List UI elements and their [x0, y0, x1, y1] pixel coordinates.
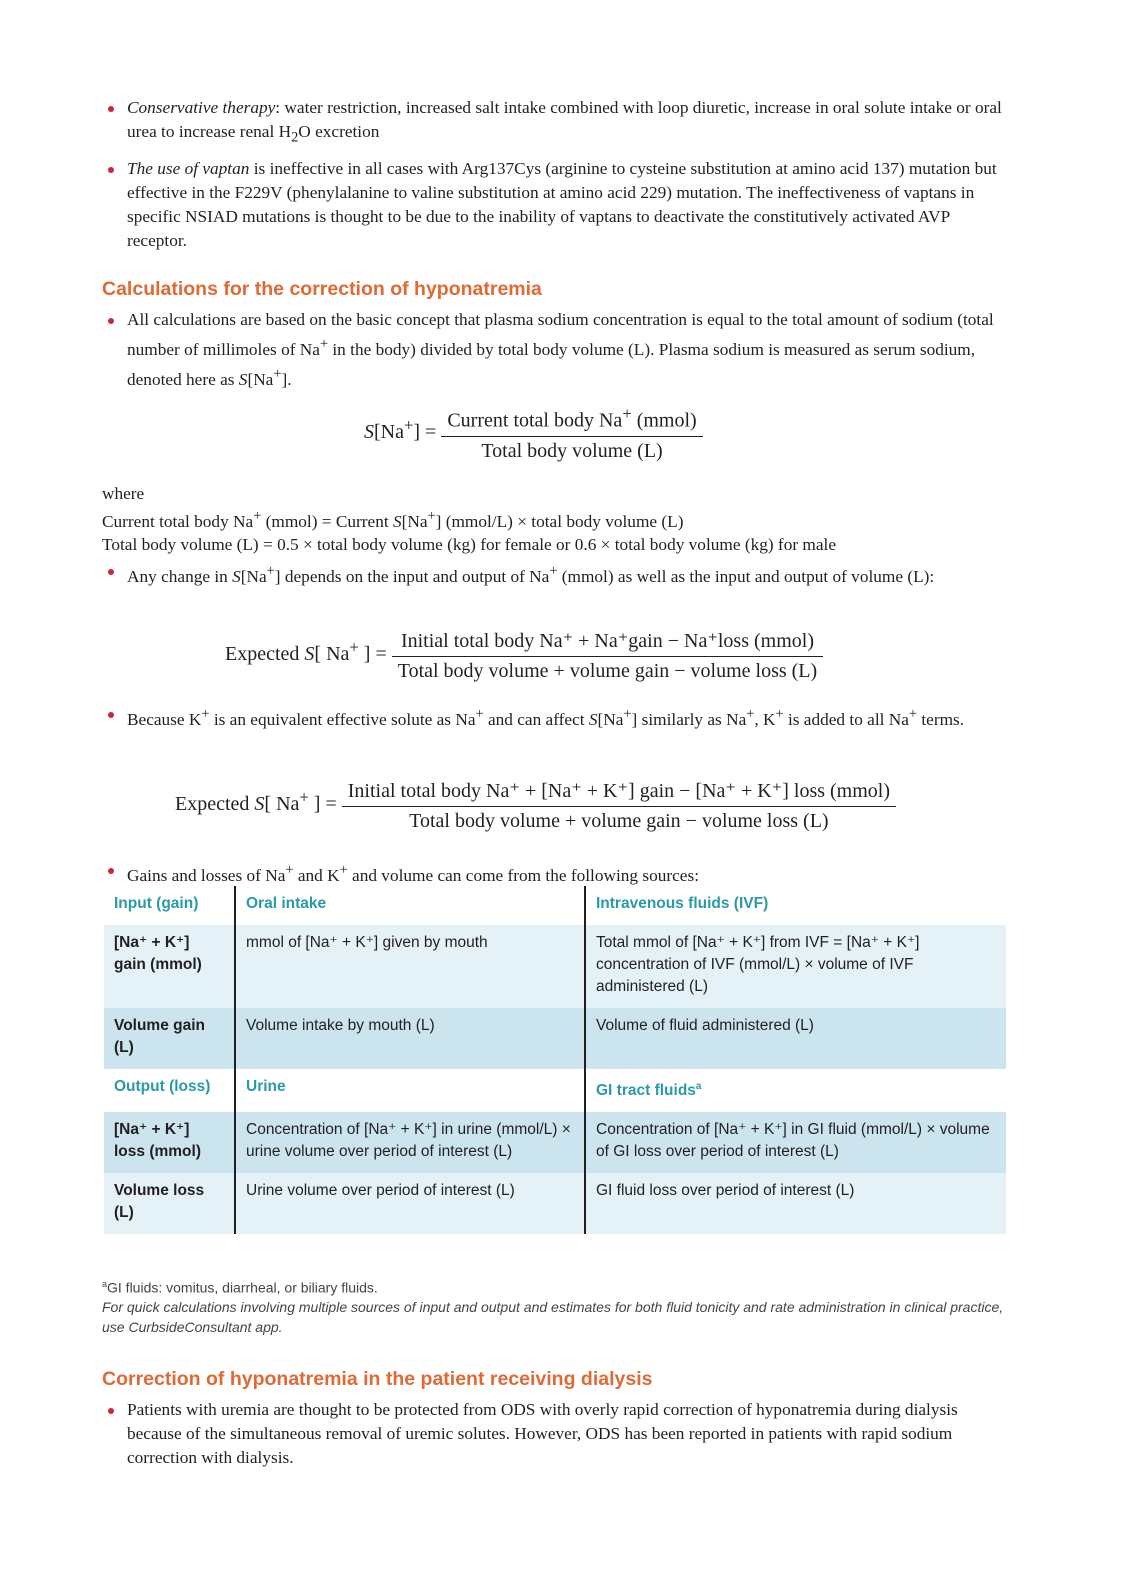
table-cell: Total mmol of [Na⁺ + K⁺] from IVF = [Na⁺ + K⁺] concentration of IVF (mmol/L) × volume of IVF administered (L) [585, 925, 1006, 1008]
bullet-text: All calculations are based on the basic concept that plasma sodium concentration is equal to the total amount of sodium (total number of millimoles of Na [127, 310, 994, 359]
table-cell: [Na⁺ + K⁺] loss (mmol) [104, 1112, 235, 1173]
bullet-text: in the body) divided by total body volume (L). Plasma sodium is measured as serum sodium, denoted here as [127, 339, 976, 389]
table-row [104, 1173, 1006, 1234]
bullet-dot-icon [108, 868, 114, 874]
calc-bullet-list-2 [102, 559, 1007, 589]
where-definitions [102, 482, 1007, 556]
table-cell: Urine [235, 1069, 585, 1112]
table-row [104, 1112, 1006, 1173]
dialysis-bullet-list [102, 1398, 1007, 1470]
bullet-dot-icon [108, 712, 114, 718]
table-row-output-header [104, 1069, 1006, 1112]
italic-term: The use of vaptan [127, 159, 250, 179]
table-cell: [Na⁺ + K⁺] gain (mmol) [104, 925, 235, 1008]
formula-expected-sodium-with-potassium [175, 778, 896, 833]
table-cell: Urine volume over period of interest (L) [235, 1173, 585, 1234]
definition-current-total-body-na: Current total body Na+ (mmol) = Current S[Na+] (mmol/L) × total body volume (L) [102, 508, 684, 531]
bullet-text: O excretion [298, 122, 380, 141]
formula-lhs: Expected S[ Na+ ] = [175, 787, 337, 816]
bullet-basic-concept [102, 308, 1007, 392]
bullet-dot-icon [108, 106, 114, 112]
curbside-note: For quick calculations involving multiple sources of input and output and estimates for both fluid tonicity and rate administration in clinical practice, use CurbsideConsultant app. [102, 1299, 1004, 1335]
formula-denominator: Total body volume + volume gain − volume loss (L) [409, 810, 829, 832]
table-row [104, 925, 1006, 1008]
calc-bullet-list-1 [102, 308, 1007, 392]
formula-serum-sodium [364, 404, 703, 463]
bracket-close: ] [281, 369, 288, 389]
where-label: where [102, 484, 145, 503]
formula-expected-sodium [225, 628, 823, 683]
bracket-text: [Na [247, 369, 274, 389]
bullet-dot-icon [108, 318, 114, 324]
section-heading-dialysis: Correction of hyponatremia in the patient receiving dialysis [102, 1368, 653, 1390]
sources-table [104, 886, 1006, 1234]
table-cell: GI fluid loss over period of interest (L) [585, 1173, 1006, 1234]
formula-lhs: Expected S[ Na+ ] = [225, 637, 387, 666]
section-heading-calculations: Calculations for the correction of hyponatremia [102, 278, 542, 300]
table-row [104, 1008, 1006, 1069]
bullet-dot-icon [108, 167, 114, 173]
subscript: 2 [291, 129, 299, 146]
bullet-any-change: Any change in S[Na+] depends on the input and output of Na+ (mmol) as well as the input and output of volume (L): [102, 559, 1007, 589]
calc-bullet-list-3 [102, 702, 1007, 732]
calc-bullet-list-4 [102, 858, 1007, 888]
table-cell: Volume loss (L) [104, 1173, 235, 1234]
formula-denominator: Total body volume (L) [481, 439, 663, 462]
formula-numerator: Initial total body Na⁺ + [Na⁺ + K⁺] gain − [Na⁺ + K⁺] loss (mmol) [342, 778, 896, 807]
bullet-text: : water restriction, increased salt intake combined with loop diuretic, increase in oral solute intake or oral urea to increase renal H [127, 98, 1002, 141]
superscript: + [319, 336, 329, 352]
bullet-text: is ineffective in all cases with Arg137Cys (arginine to cysteine substitution at amino acid 137) mutation but effective in the F229V (phenylalanine to valine substitution at amino acid 229) mutation. The ineffectiveness of vaptans in specific NSIAD mutations is thought to be due to the inability of vaptans to deactivate the constitutively activated AVP receptor. [127, 159, 997, 251]
table-cell: Volume intake by mouth (L) [235, 1008, 585, 1069]
table-footnote: $^a$GI fluids: vomitus, diarrheal, or biliary fluids. [102, 1279, 378, 1296]
formula-lhs: S[Na+] = [364, 415, 437, 443]
table-cell: Concentration of [Na⁺ + K⁺] in urine (mmol/L) × urine volume over period of interest (L) [235, 1112, 585, 1173]
table-cell: Input (gain) [104, 886, 235, 925]
italic-term: Conservative therapy [127, 98, 276, 117]
table-cell: Output (loss) [104, 1069, 235, 1112]
table-row-input-header [104, 886, 1006, 925]
bullet-potassium: Because K+ is an equivalent effective solute as Na+ and can affect S[Na+] similarly as Na+, K+ is added to all Na+ terms. [102, 702, 1007, 732]
formula-fraction [342, 778, 896, 833]
superscript: + [273, 365, 282, 382]
bullet-uremia [102, 1398, 1007, 1470]
bullet-gains-losses: Gains and losses of Na+ and K+ and volume can come from the following sources: [102, 858, 1007, 888]
bullet-text: . [287, 369, 292, 389]
formula-denominator: Total body volume + volume gain − volume loss (L) [397, 660, 818, 682]
bullet-conservative-therapy [102, 96, 1007, 149]
formula-numerator: Initial total body Na⁺ + Na⁺gain − Na⁺loss (mmol) [392, 628, 823, 657]
bullet-dot-icon [108, 1408, 114, 1414]
formula-fraction [441, 404, 702, 463]
bullet-dot-icon [108, 569, 114, 575]
bullet-text: Patients with uremia are thought to be protected from ODS with overly rapid correction of hyponatremia during dialysis because of the simultaneous removal of uremic solutes. However, ODS has been reported in patients with rapid sodium correction with dialysis. [127, 1400, 958, 1467]
table-cell: Volume of fluid administered (L) [585, 1008, 1006, 1069]
definition-total-body-volume: Total body volume (L) = 0.5 × total body volume (kg) for female or 0.6 × total body volume (kg) for male [102, 534, 836, 554]
table-cell: GI tract fluids$^a$ [585, 1069, 1006, 1112]
table-cell: Intravenous fluids (IVF) [585, 886, 1006, 925]
table-cell: Oral intake [235, 886, 585, 925]
intro-bullet-list [102, 96, 1007, 253]
formula-fraction [392, 628, 823, 683]
table-cell: mmol of [Na⁺ + K⁺] given by mouth [235, 925, 585, 1008]
s-na-symbol: S [238, 369, 248, 389]
bullet-vaptan [102, 157, 1007, 253]
formula-numerator: Current total body Na+ (mmol) [441, 404, 702, 437]
table-cell: Concentration of [Na⁺ + K⁺] in GI fluid (mmol/L) × volume of GI loss over period of interest (L) [585, 1112, 1006, 1173]
table-cell: Volume gain (L) [104, 1008, 235, 1069]
